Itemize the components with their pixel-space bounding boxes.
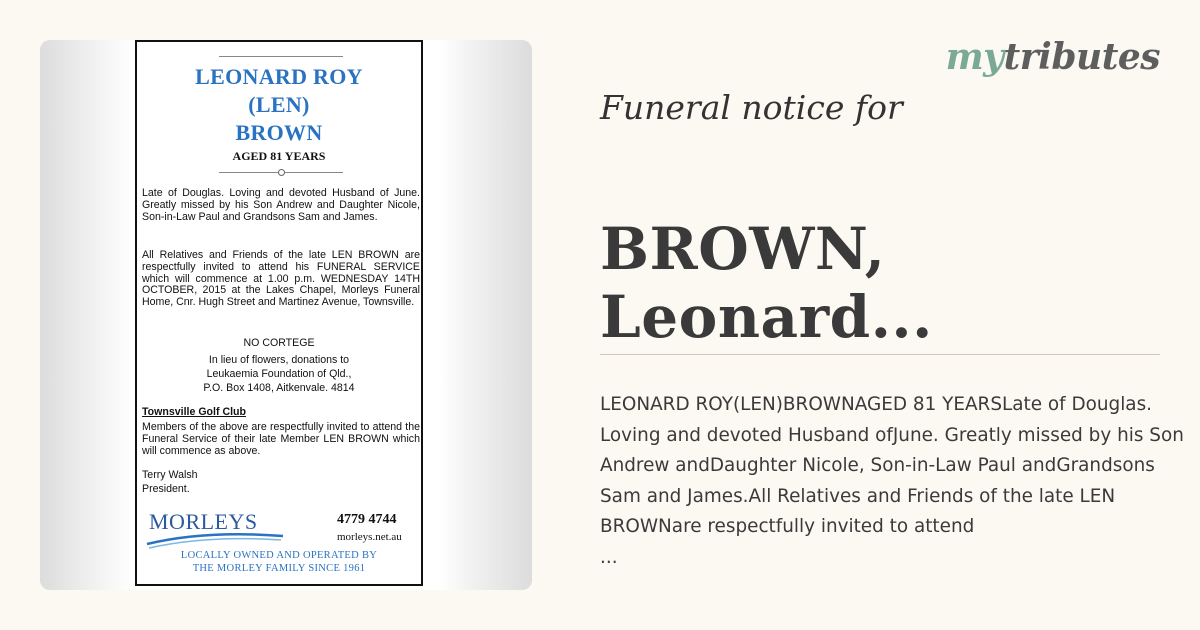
notice-signer-title: President. bbox=[142, 483, 190, 495]
notice-club-heading: Townsville Golf Club bbox=[142, 406, 246, 418]
notice-name-line2: (LEN) bbox=[248, 92, 310, 117]
notice-paragraph-service: All Relatives and Friends of the late LEN BROWN are respectfully invited to attend his FUNERAL SERVICE which will commence at 1.00 p.m. WEDNESDAY 14TH OCTOBER, 2015 at the Lakes Chapel, Morleys Funeral Home, Cnr. Hugh Street and Martinez Avenue, Townsville. bbox=[142, 249, 420, 309]
top-rule bbox=[219, 56, 343, 57]
page-title: BROWN, Leonard... bbox=[600, 215, 933, 351]
funeral-notice bbox=[135, 40, 423, 586]
notice-donation-line3: P.O. Box 1408, Aitkenvale. 4814 bbox=[203, 382, 355, 394]
notice-summary bbox=[600, 390, 1190, 573]
page-subtitle: Funeral notice for bbox=[600, 88, 903, 127]
notice-age: AGED 81 YEARS bbox=[232, 149, 326, 163]
ornament-dot bbox=[278, 169, 285, 176]
notice-image-panel bbox=[40, 40, 532, 590]
notice-name-line3: BROWN bbox=[235, 120, 323, 145]
notice-website: morleys.net.au bbox=[337, 531, 402, 543]
title-divider bbox=[600, 354, 1160, 355]
notice-phone: 4779 4744 bbox=[337, 512, 397, 527]
notice-club-text: Members of the above are respectfully invited to attend the Funeral Service of their late Member LEN BROWN which will commence as above. bbox=[142, 421, 420, 457]
summary-ellipsis: ... bbox=[600, 546, 618, 568]
notice-donation-line2: Leukaemia Foundation of Qld., bbox=[206, 368, 352, 380]
logo-tributes: tributes bbox=[1003, 36, 1160, 78]
notice-name-line1: LEONARD ROY bbox=[195, 64, 363, 89]
notice-paragraph-family: Late of Douglas. Loving and devoted Husband of June. Greatly missed by his Son Andrew and Daughter Nicole, Son-in-Law Paul and Grandsons Sam and James. bbox=[142, 187, 420, 223]
notice-signer: Terry Walsh bbox=[142, 469, 198, 481]
summary-text: LEONARD ROY(LEN)BROWNAGED 81 YEARSLate of Douglas. Loving and devoted Husband ofJune. Greatly missed by his Son Andrew andDaughter Nicole, Son-in-Law Paul andGrandsons Sam and James.All Relatives and Friends of the late LEN BROWNare respectfully invited to attend bbox=[600, 394, 1184, 537]
mytributes-logo[interactable] bbox=[946, 36, 1160, 78]
notice-donation-line1: In lieu of flowers, donations to bbox=[208, 354, 350, 366]
logo-my: my bbox=[945, 36, 1004, 78]
notice-tagline-line1: LOCALLY OWNED AND OPERATED BY bbox=[180, 550, 378, 561]
notice-tagline-line2: THE MORLEY FAMILY SINCE 1961 bbox=[192, 563, 366, 574]
morleys-logo: MORLEYS bbox=[149, 509, 258, 534]
logo-swoosh-icon bbox=[145, 528, 285, 550]
notice-cortege: NO CORTEGE bbox=[243, 337, 315, 349]
